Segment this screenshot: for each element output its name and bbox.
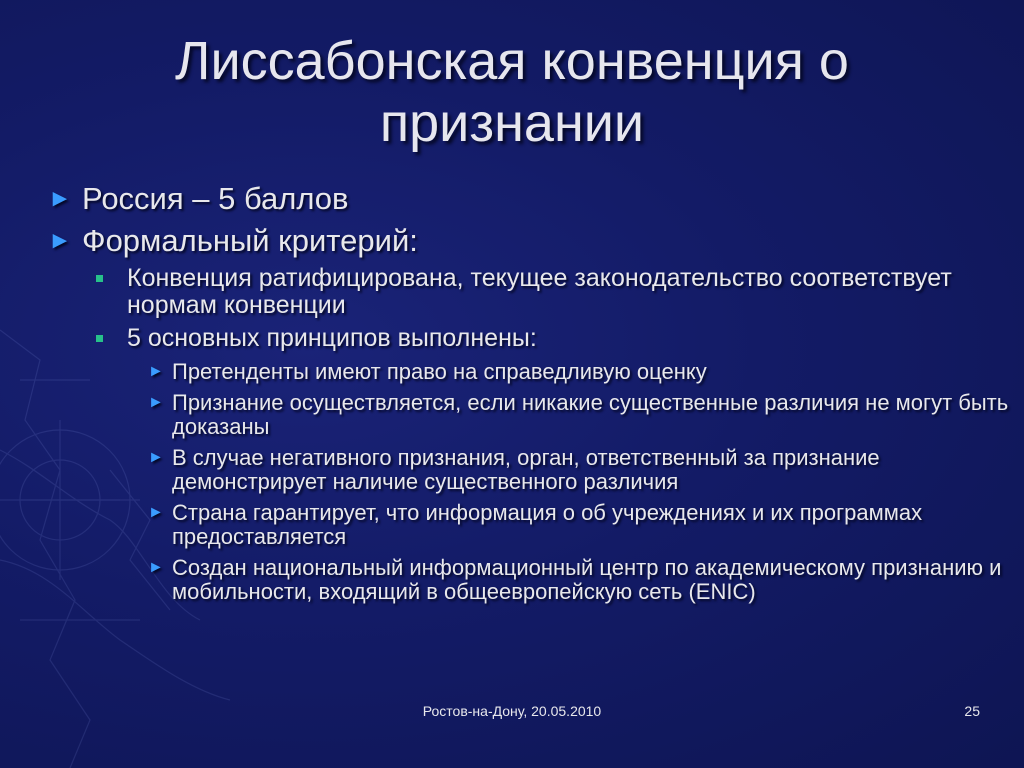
square-bullet-icon — [96, 335, 103, 342]
arrow-bullet-icon: ► — [148, 504, 164, 521]
arrow-bullet-icon: ► — [48, 227, 72, 254]
slide-title: Лиссабонская конвенция о признании — [175, 31, 849, 153]
principle-text: Страна гарантирует, что информация о об учреждениях и их программах предоставляется — [172, 500, 923, 549]
square-bullet-icon — [96, 275, 103, 282]
arrow-bullet-icon: ► — [148, 394, 164, 411]
principle-text: В случае негативного признания, орган, ответственный за признание демонстрирует наличие существенного различия — [172, 445, 880, 494]
arrow-bullet-icon: ► — [48, 185, 72, 212]
sub-bullet-text: 5 основных принципов выполнены: — [127, 324, 537, 352]
principle-text: Претенденты имеют право на справедливую оценку — [172, 359, 707, 384]
arrow-bullet-icon: ► — [148, 363, 164, 380]
bullet-text: Формальный критерий: — [82, 223, 418, 258]
bullet-text: Россия – 5 баллов — [82, 181, 349, 216]
principle-text: Признание осуществляется, если никакие существенные различия не могут быть доказаны — [172, 390, 1009, 439]
arrow-bullet-icon: ► — [148, 559, 164, 576]
sub-bullet-text: Конвенция ратифицирована, текущее законодательство соответствует нормам конвенции — [127, 264, 952, 319]
slide-number: 25 — [964, 703, 980, 719]
slide-footer: Ростов-на-Дону, 20.05.2010 — [422, 703, 602, 719]
arrow-bullet-icon: ► — [148, 449, 164, 466]
principle-text: Создан национальный информационный центр по академическому признанию и мобильности, входящий в общеевропейскую сеть (ENIC) — [172, 555, 1002, 604]
